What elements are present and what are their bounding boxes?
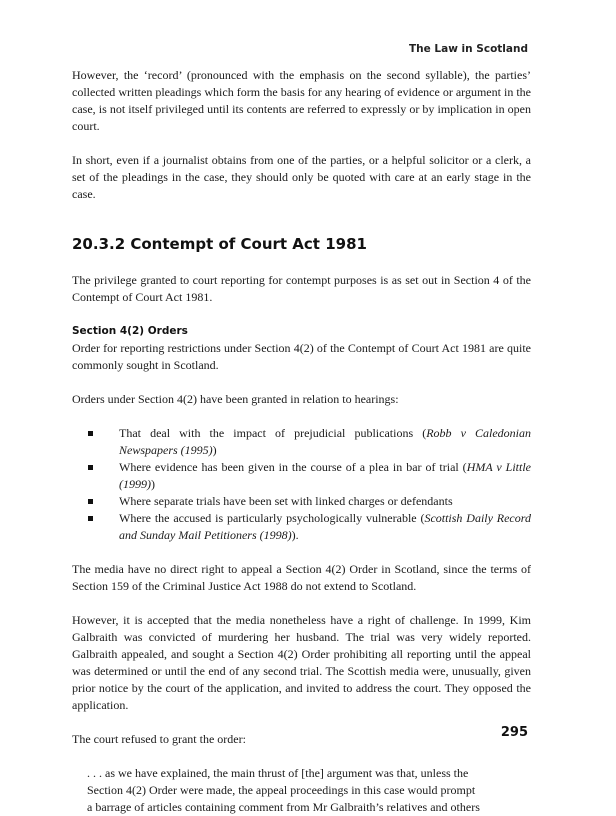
quotation [72,765,531,816]
section-heading: 20.3.2 Contempt of Court Act 1981 [72,235,367,253]
paragraph-galbraith: However, it is accepted that the media nonetheless have a right of challenge. In 1999, Kim Galbraith was convicted of murdering her husband. The trial was very widely reported. Galbraith appealed, and sought a Section 4(2) Order prohibiting all reporting until the appeal was determined or until the end of any second trial. The Scottish media were, unusually, given prior notice by the court of the application, and invited to address the court. They opposed the application. [72,613,531,712]
subsection-heading: Section 4(2) Orders [72,325,188,337]
case-citation: Scottish Daily Record and Sunday Mail Petitioners (1998) [119,511,531,542]
bullet-icon [88,431,93,436]
paragraph-pleadings: In short, even if a journalist obtains from one of the parties, or a helpful solicitor or a clerk, a set of the pleadings in the case, they should only be quoted with care at an early stage in the case. [72,153,531,201]
bullet-icon [88,465,93,470]
bullet-icon [88,499,93,504]
quote-line: . . . as we have explained, the main thrust of [the] argument was that, unless the [87,766,469,780]
list-item-tail: ) [212,443,217,457]
list-item [72,459,531,493]
paragraph-court-refused: The court refused to grant the order: [72,732,246,746]
list-item [72,493,531,510]
paragraph-privilege: The privilege granted to court reporting for contempt purposes is as set out in Section 4 of the Contempt of Court Act 1981. [72,273,531,304]
list-item-tail: ) [151,477,155,491]
paragraph-record: However, the ‘record’ (pronounced with the emphasis on the second syllable), the parties’ collected written pleadings which form the basis for any hearing of evidence or argument in the case, is not itself privileged until its contents are referred to expressly or by implication in open court. [72,68,531,133]
paragraph-orders-sought: Order for reporting restrictions under Section 4(2) of the Contempt of Court Act 1981 are quite commonly sought in Scotland. [72,341,531,372]
list-item [72,425,531,459]
bullet-icon [88,516,93,521]
page-number: 295 [500,725,528,740]
list-item-text: Where separate trials have been set with linked charges or defendants [119,494,453,508]
list-item-tail: ). [291,528,299,542]
paragraph-orders-granted: Orders under Section 4(2) have been granted in relation to hearings: [72,392,399,406]
running-head: The Law in Scotland [409,43,528,55]
hearing-list [72,425,531,544]
list-item-text: That deal with the impact of prejudicial publications ( [119,426,427,440]
quote-line: Section 4(2) Order were made, the appeal proceedings in this case would prompt [87,783,476,797]
quote-line: a barrage of articles containing comment from Mr Galbraith’s relatives and others [87,800,480,814]
case-citation: Robb v Caledonian Newspapers (1995) [119,426,531,457]
case-citation: HMA v Little (1999) [119,460,532,491]
list-item-text: Where the accused is particularly psychologically vulnerable ( [119,511,425,525]
page-body [72,67,531,816]
paragraph-media-appeal: The media have no direct right to appeal a Section 4(2) Order in Scotland, since the terms of Section 159 of the Criminal Justice Act 1988 do not extend to Scotland. [72,562,531,593]
list-item [72,510,531,544]
list-item-text: Where evidence has been given in the course of a plea in bar of trial ( [119,460,467,474]
